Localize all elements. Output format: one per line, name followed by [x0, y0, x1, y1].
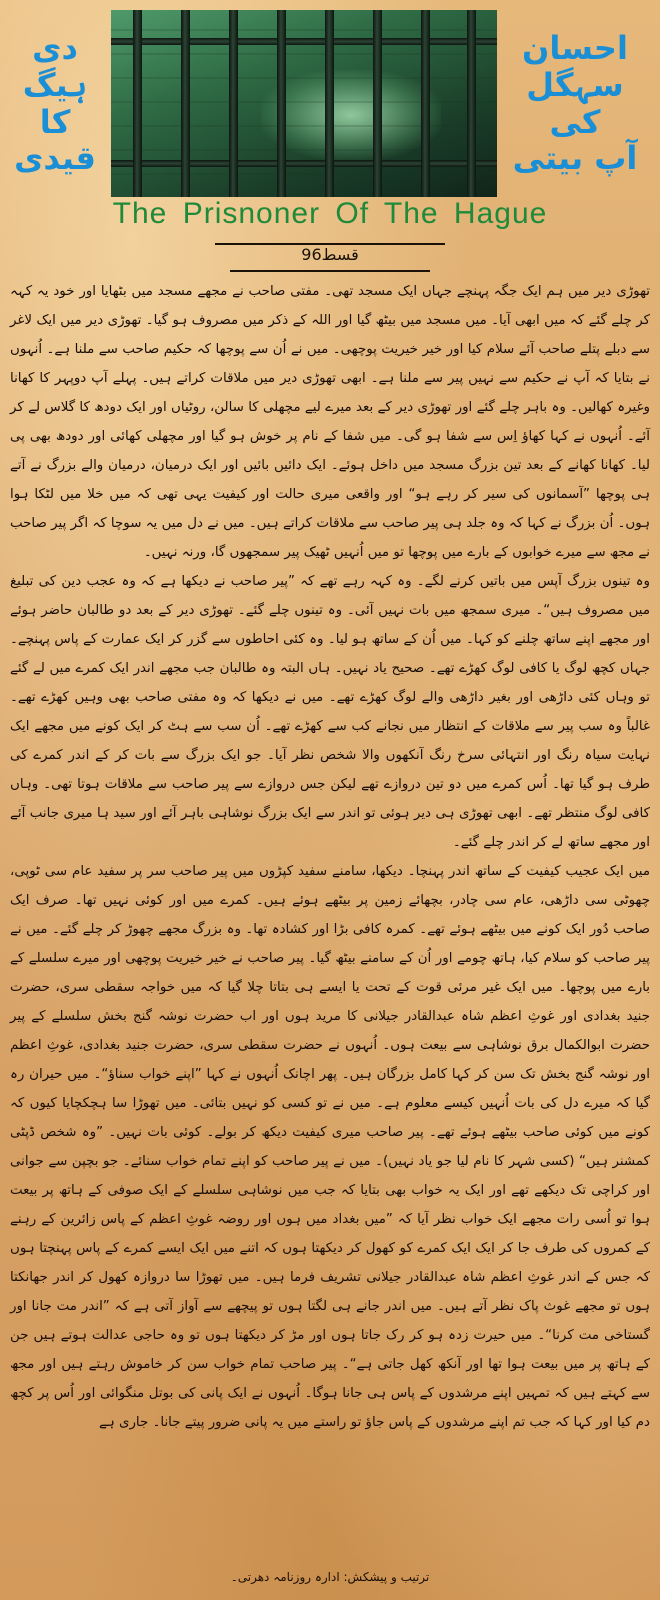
title-left-line: دی ہیگ	[22, 29, 88, 104]
urdu-title-left	[5, 30, 105, 177]
credit-line: ترتیب و پیشکش: ادارہ روزنامہ دھرتی۔	[230, 1570, 430, 1584]
divider	[230, 270, 430, 272]
prison-bars-photo	[111, 10, 497, 197]
article-body	[10, 277, 650, 1437]
article-paragraph: وہ تینوں بزرگ آپس میں باتیں کرنے لگے۔ وہ کہہ رہے تھے کہ ”پیر صاحب نے دیکھا ہے کہ وہ عجب دین کی تبلیغ میں مصروف ہیں“۔ میری سمجھ میں بات نہیں آئی۔ وہ تینوں چلے گئے۔ تھوڑی دیر کے بعد دو طالبان حاضر ہوئے اور مجھے اپنے ساتھ چلنے کو کہا۔ میں اُن کے ساتھ ہو لیا۔ وہ کئی احاطوں سے گزر کر ایک عمارت کے پاس پہنچے۔ جہاں کچھ لوگ یا کافی لوگ کھڑے تھے۔ صحیح یاد نہیں۔ ہاں البتہ وہ طالبان جب مجھے اندر ایک کمرے میں لے گئے تو وہاں کئی داڑھی اور بغیر داڑھی والے لوگ کھڑے تھے۔ میں نے دیکھا کہ وہ مفتی صاحب بھی وہیں کھڑے تھے۔ غالباً وہ سب پیر سے ملاقات کے انتظار میں نجانے کب سے کھڑے تھے۔ اُن سب سے ہٹ کر ایک کونے میں مجھے ایک نہایت سیاہ رنگ اور انتہائی سرخ رنگ آنکھوں والا شخص نظر آیا۔ جو ایک بزرگ سے بات کر کے اندر کمرے کی طرف ہو گیا تھا۔ اُس کمرے میں دو تین دروازے تھے لیکن جس دروازے سے پیر صاحب سے ملاقات ہوتا تھی۔ وہاں کافی لوگ منتظر تھے۔ ابھی تھوڑی ہی دیر ہوئی تو اندر سے ایک بزرگ نوشاہی باہر آئے اور سید ہا میری جانب آئے اور مجھے ساتھ لے کر اندر چلے گئے۔	[10, 574, 650, 850]
title-right-line: احسان سہگل	[522, 29, 628, 104]
english-title: The Prisnoner Of The Hague	[112, 197, 548, 230]
article-paragraph: میں ایک عجیب کیفیت کے ساتھ اندر پہنچا۔ دیکھا، سامنے سفید کپڑوں میں پیر صاحب سر پر سفید عام سی ٹوپی، چھوٹی سی داڑھی، عام سی چادر، بچھائے زمین پر بیٹھے ہوئے ہیں۔ کمرے میں اور کوئی نہیں تھا۔ صرف ایک صاحب دُور ایک کونے میں بیٹھے ہوئے تھے۔ کمرہ کافی بڑا اور کشادہ تھا۔ وہ بزرگ مجھے چھوڑ کر چلے گئے۔ میں نے پیر صاحب کو سلام کیا، ہاتھ چومے اور اُن کے سامنے بیٹھ گیا۔ پیر صاحب نے خیر خیریت پوچھی اور میرے سلسلے کے بارے میں پوچھا۔ میں ایک غیر مرئی قوت کے تحت یا ایسے ہی بتاتا چلا گیا کہ میں خواجہ سقطی سری، حضرت جنید بغدادی اور غوثِ اعظم شاہ عبدالقادر جیلانی کا مرید ہوں اور اب حضرت نوشہ گنج بخش سلسلے کے پیر حضرت ابوالکمال برق نوشاہی سے بیعت ہوں۔ اُنہوں نے حضرت سقطی سری، حضرت جنید بغدادی، غوثِ اعظم اور نوشہ گنج بخش تک سن کر کہا کامل بزرگان ہیں۔ پھر اچانک اُنہوں نے کہا ”اپنے خواب سناؤ“۔ میں حیران رہ گیا کہ میرے دل کی بات اُنہیں کیسے معلوم ہے۔ میں نے تو کسی کو نہیں بتائی۔ میں تھوڑا سا ہچکچایا کیوں کہ کونے میں کوئی صاحب بیٹھے ہوئے تھے۔ پیر صاحب میری کیفیت دیکھ کر بولے۔ کوئی بات نہیں۔ ”وہ شخص ڈپٹی کمشنر ہیں“ (کسی شہر کا نام لیا جو یاد نہیں)۔ میں نے پیر صاحب کو اپنے تمام خواب سنائے۔ جو بچپن سے جوانی اور کراچی تک دیکھے تھے اور ایک یہ خواب بھی بتایا کہ جب میں نوشاہی سلسلے کے ایک صوفی کے ہاتھ پر بیعت ہوا تو اُسی رات مجھے ایک خواب نظر آیا کہ ”میں بغداد میں ہوں اور روضہ غوثِ اعظم کے پاس زائرین کے رہنے کے کمروں کی طرف جا کر ایک ایک کمرے کو کھول کر دیکھتا ہوں کہ اتنے میں ایک ایسے کمرے کے پاس پہنچتا ہوں کہ جس کے اندر غوثِ اعظم شاہ عبدالقادر جیلانی تشریف فرما ہیں۔ میں تھوڑا سا دروازہ کھول کر اندر جھانکتا ہوں تو مجھے غوث پاک نظر آتے ہیں۔ میں اندر جانے ہی لگتا ہوں تو پیچھے سے آواز آتی ہے کہ ”اندر مت جانا اور گستاخی مت کرنا“۔ میں حیرت زدہ ہو کر رک جاتا ہوں اور مڑ کر دیکھتا ہوں تو وہ حاجی عدالت ہوتے ہیں جن کے ہاتھ پر میں بیعت ہوا تھا اور آنکھ کھل جاتی ہے“۔ پیر صاحب تمام خواب سن کر خاموش رہتے ہیں اور مجھ سے کہتے ہیں کہ تمہیں اپنے مرشدوں کے پاس ہی جانا ہوگا۔ اُنہوں نے ایک پانی کی بوتل منگوائی اور اُس پر کچھ دم کیا اور کہا کہ جب تم اپنے مرشدوں کے پاس جاؤ تو راستے میں یہ پانی ضرور پیتے جانا۔ جاری ہے	[10, 864, 650, 1430]
title-left-line: کا	[39, 102, 71, 141]
urdu-title-right	[500, 30, 650, 177]
episode-number: قسط96	[301, 245, 359, 264]
header	[0, 0, 660, 215]
title-right-line: کی	[549, 102, 601, 141]
title-left-line: قیدی	[14, 139, 96, 178]
title-right-line: آپ بیتی	[512, 139, 638, 178]
article-paragraph: تھوڑی دیر میں ہم ایک جگہ پہنچے جہاں ایک مسجد تھی۔ مفتی صاحب نے مجھے مسجد میں بٹھایا اور خود یہ کہہ کر چلے گئے کہ میں ابھی آیا۔ میں مسجد میں بیٹھ گیا اور اللہ کے ذکر میں مصروف ہو گیا۔ تھوڑی دیر میں ایک لاغر سے دبلے پتلے صاحب آئے سلام کیا اور خیر خیریت پوچھی۔ میں نے اُن سے پوچھا کہ حکیم صاحب سے ملنا ہے۔ اُنہوں نے بتایا کہ آپ نے حکیم سے نہیں پیر سے ملنا ہے۔ ابھی تھوڑی دیر میں ملاقات کراتے ہیں۔ پہلے آپ دوپہر کا کھانا وغیرہ کھالیں۔ وہ باہر چلے گئے اور تھوڑی دیر کے بعد میرے لیے مچھلی کا سالن، روٹیاں اور ایک دودھ کا گلاس لے کر آئے۔ اُنہوں نے کہا کھاؤ اِس سے شفا ہو گی۔ میں شفا کے نام پر خوش ہو گیا اور مچھلی کھائی اور دودھ بھی پی لیا۔ کھانا کھانے کے بعد تین بزرگ مسجد میں داخل ہوئے۔ ایک دائیں بائیں اور ایک درمیان، درمیان والے بزرگ نے آتے ہی پوچھا ”آسمانوں کی سیر کر رہے ہو“ اور واقعی میری حالت اور کیفیت یہی تھی کہ میں خلا میں لٹکا ہوا ہوں۔ اُن بزرگ نے کہا کہ وہ جلد ہی پیر صاحب سے ملاقات کراتے ہیں۔ میں نے دل میں یہ سوچا کہ اگر پیر صاحب نے مجھ سے میرے خوابوں کے بارے میں پوچھا تو میں اُنہیں ٹھیک پیر سمجھوں گا، ورنہ نہیں۔	[10, 284, 650, 560]
